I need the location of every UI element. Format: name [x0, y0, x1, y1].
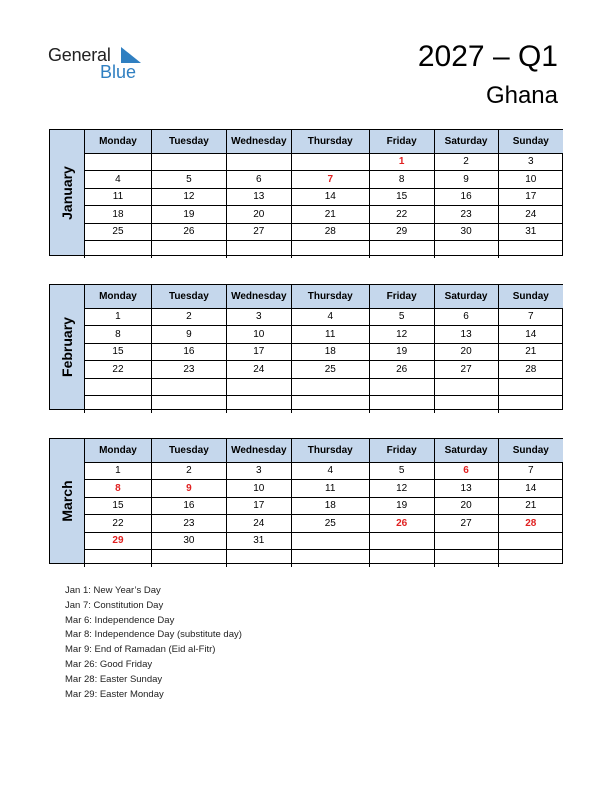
week-row [85, 171, 564, 189]
day-cell: 6 [434, 462, 498, 480]
day-cell: 18 [291, 497, 369, 515]
day-cell: 27 [434, 361, 498, 379]
day-cell [369, 550, 434, 568]
weekday-header-row [85, 285, 564, 308]
day-cell: 2 [151, 308, 226, 326]
week-row [85, 515, 564, 533]
day-cell [151, 378, 226, 396]
day-cell: 4 [85, 171, 152, 189]
logo [48, 45, 148, 85]
week-row [85, 550, 564, 568]
week-row [85, 308, 564, 326]
calendar-grid [84, 439, 563, 567]
day-cell [434, 241, 498, 259]
week-row [85, 480, 564, 498]
day-cell: 1 [369, 153, 434, 171]
day-cell: 22 [85, 515, 152, 533]
day-cell: 6 [226, 171, 291, 189]
month-label [50, 285, 85, 409]
logo-general-text: General [48, 45, 111, 65]
day-cell: 24 [226, 515, 291, 533]
weekday-header: Friday [369, 130, 434, 153]
month-name: March [59, 480, 75, 522]
holiday-notes [65, 584, 242, 702]
day-cell: 8 [369, 171, 434, 189]
week-row [85, 241, 564, 259]
logo-triangle-icon [121, 47, 141, 63]
week-row [85, 361, 564, 379]
day-cell: 19 [369, 497, 434, 515]
week-row [85, 378, 564, 396]
day-cell: 25 [85, 223, 152, 241]
weekday-header: Saturday [434, 439, 498, 462]
day-cell: 1 [85, 308, 152, 326]
weekday-header: Wednesday [226, 439, 291, 462]
month-label [50, 439, 85, 563]
day-cell [226, 241, 291, 259]
day-cell [434, 396, 498, 414]
weekday-header: Thursday [291, 130, 369, 153]
day-cell: 21 [291, 206, 369, 224]
day-cell [498, 396, 563, 414]
day-cell: 5 [369, 308, 434, 326]
day-cell: 11 [85, 188, 152, 206]
weekday-header: Tuesday [151, 130, 226, 153]
day-cell [151, 396, 226, 414]
day-cell: 10 [226, 326, 291, 344]
day-cell [369, 532, 434, 550]
day-cell: 14 [498, 480, 563, 498]
day-cell: 30 [434, 223, 498, 241]
day-cell: 20 [434, 497, 498, 515]
calendar-grid [84, 130, 563, 258]
holiday-note: Mar 29: Easter Monday [65, 688, 164, 700]
week-row [85, 396, 564, 414]
day-cell [85, 241, 152, 259]
weekday-header: Wednesday [226, 130, 291, 153]
day-cell [498, 241, 563, 259]
day-cell: 25 [291, 361, 369, 379]
day-cell: 18 [291, 343, 369, 361]
day-cell: 3 [498, 153, 563, 171]
weekday-header: Saturday [434, 285, 498, 308]
page-title: 2027 – Q1 [417, 40, 558, 73]
day-cell: 29 [85, 532, 152, 550]
day-cell [85, 153, 152, 171]
day-cell: 1 [85, 462, 152, 480]
week-row [85, 532, 564, 550]
day-cell: 30 [151, 532, 226, 550]
weekday-header: Monday [85, 130, 152, 153]
day-cell [226, 396, 291, 414]
day-cell: 26 [369, 361, 434, 379]
day-cell: 16 [434, 188, 498, 206]
holiday-note: Jan 1: New Year’s Day [65, 585, 161, 596]
day-cell: 12 [151, 188, 226, 206]
day-cell: 17 [498, 188, 563, 206]
weekday-header-row [85, 130, 564, 153]
week-row [85, 497, 564, 515]
day-cell [85, 550, 152, 568]
day-cell: 2 [151, 462, 226, 480]
day-cell: 2 [434, 153, 498, 171]
holiday-note: Mar 28: Easter Sunday [65, 673, 163, 685]
weekday-header: Thursday [291, 439, 369, 462]
day-cell [291, 378, 369, 396]
day-cell: 3 [226, 308, 291, 326]
week-row [85, 223, 564, 241]
week-row [85, 206, 564, 224]
day-cell: 28 [498, 361, 563, 379]
day-cell: 4 [291, 462, 369, 480]
day-cell: 15 [85, 497, 152, 515]
day-cell: 24 [498, 206, 563, 224]
holiday-note: Mar 8: Independence Day (substitute day) [65, 629, 242, 641]
day-cell: 10 [226, 480, 291, 498]
day-cell: 9 [151, 326, 226, 344]
day-cell [434, 532, 498, 550]
day-cell: 5 [369, 462, 434, 480]
holiday-note: Mar 6: Independence Day [65, 614, 175, 626]
day-cell: 21 [498, 343, 563, 361]
logo-blue-text: Blue [100, 62, 137, 82]
week-row [85, 462, 564, 480]
day-cell [369, 241, 434, 259]
day-cell [151, 550, 226, 568]
day-cell [151, 241, 226, 259]
day-cell: 14 [498, 326, 563, 344]
weekday-header: Sunday [498, 285, 563, 308]
day-cell: 4 [291, 308, 369, 326]
day-cell: 19 [369, 343, 434, 361]
day-cell: 6 [434, 308, 498, 326]
weekday-header: Tuesday [151, 285, 226, 308]
day-cell [291, 241, 369, 259]
week-row [85, 153, 564, 171]
day-cell: 22 [85, 361, 152, 379]
day-cell: 15 [369, 188, 434, 206]
weekday-header: Sunday [498, 130, 563, 153]
day-cell: 16 [151, 497, 226, 515]
day-cell: 23 [151, 515, 226, 533]
weekday-header: Wednesday [226, 285, 291, 308]
day-cell: 25 [291, 515, 369, 533]
month-name: February [59, 317, 75, 377]
day-cell [434, 550, 498, 568]
day-cell: 27 [226, 223, 291, 241]
day-cell: 10 [498, 171, 563, 189]
day-cell: 18 [85, 206, 152, 224]
day-cell: 5 [151, 171, 226, 189]
day-cell: 27 [434, 515, 498, 533]
day-cell [498, 378, 563, 396]
day-cell: 20 [226, 206, 291, 224]
weekday-header-row [85, 439, 564, 462]
day-cell [291, 396, 369, 414]
week-row [85, 343, 564, 361]
day-cell: 12 [369, 326, 434, 344]
day-cell: 26 [151, 223, 226, 241]
weekday-header: Monday [85, 285, 152, 308]
day-cell [369, 378, 434, 396]
month-calendar-february [49, 284, 563, 410]
day-cell: 16 [151, 343, 226, 361]
day-cell [85, 378, 152, 396]
month-calendar-march [49, 438, 563, 564]
day-cell [498, 550, 563, 568]
day-cell: 31 [226, 532, 291, 550]
day-cell [434, 378, 498, 396]
day-cell [498, 532, 563, 550]
day-cell: 12 [369, 480, 434, 498]
day-cell: 11 [291, 480, 369, 498]
day-cell [85, 396, 152, 414]
day-cell [291, 153, 369, 171]
day-cell: 24 [226, 361, 291, 379]
day-cell [151, 153, 226, 171]
country-name: Ghana [485, 82, 558, 109]
day-cell: 29 [369, 223, 434, 241]
day-cell: 11 [291, 326, 369, 344]
day-cell: 14 [291, 188, 369, 206]
day-cell: 31 [498, 223, 563, 241]
month-name: January [59, 165, 75, 220]
day-cell: 28 [291, 223, 369, 241]
day-cell: 7 [498, 462, 563, 480]
day-cell: 13 [434, 480, 498, 498]
day-cell: 9 [151, 480, 226, 498]
day-cell: 21 [498, 497, 563, 515]
weekday-header: Friday [369, 285, 434, 308]
day-cell: 7 [291, 171, 369, 189]
weekday-header: Tuesday [151, 439, 226, 462]
weekday-header: Friday [369, 439, 434, 462]
weekday-header: Sunday [498, 439, 563, 462]
calendar-grid [84, 285, 563, 413]
day-cell [226, 550, 291, 568]
day-cell [369, 396, 434, 414]
holiday-note: Mar 9: End of Ramadan (Eid al-Fitr) [65, 644, 216, 656]
day-cell: 22 [369, 206, 434, 224]
month-calendar-january [49, 129, 563, 256]
weekday-header: Monday [85, 439, 152, 462]
day-cell: 17 [226, 497, 291, 515]
day-cell [291, 550, 369, 568]
holiday-note: Jan 7: Constitution Day [65, 599, 164, 611]
day-cell: 8 [85, 480, 152, 498]
day-cell: 8 [85, 326, 152, 344]
day-cell: 28 [498, 515, 563, 533]
day-cell: 3 [226, 462, 291, 480]
day-cell: 9 [434, 171, 498, 189]
day-cell [291, 532, 369, 550]
day-cell: 17 [226, 343, 291, 361]
day-cell: 13 [226, 188, 291, 206]
holiday-note: Mar 26: Good Friday [65, 658, 153, 670]
week-row [85, 188, 564, 206]
week-row [85, 326, 564, 344]
day-cell: 15 [85, 343, 152, 361]
day-cell [226, 378, 291, 396]
day-cell: 7 [498, 308, 563, 326]
weekday-header: Saturday [434, 130, 498, 153]
day-cell: 26 [369, 515, 434, 533]
day-cell [226, 153, 291, 171]
day-cell: 23 [151, 361, 226, 379]
weekday-header: Thursday [291, 285, 369, 308]
day-cell: 13 [434, 326, 498, 344]
month-label [50, 130, 85, 255]
day-cell: 19 [151, 206, 226, 224]
day-cell: 20 [434, 343, 498, 361]
day-cell: 23 [434, 206, 498, 224]
